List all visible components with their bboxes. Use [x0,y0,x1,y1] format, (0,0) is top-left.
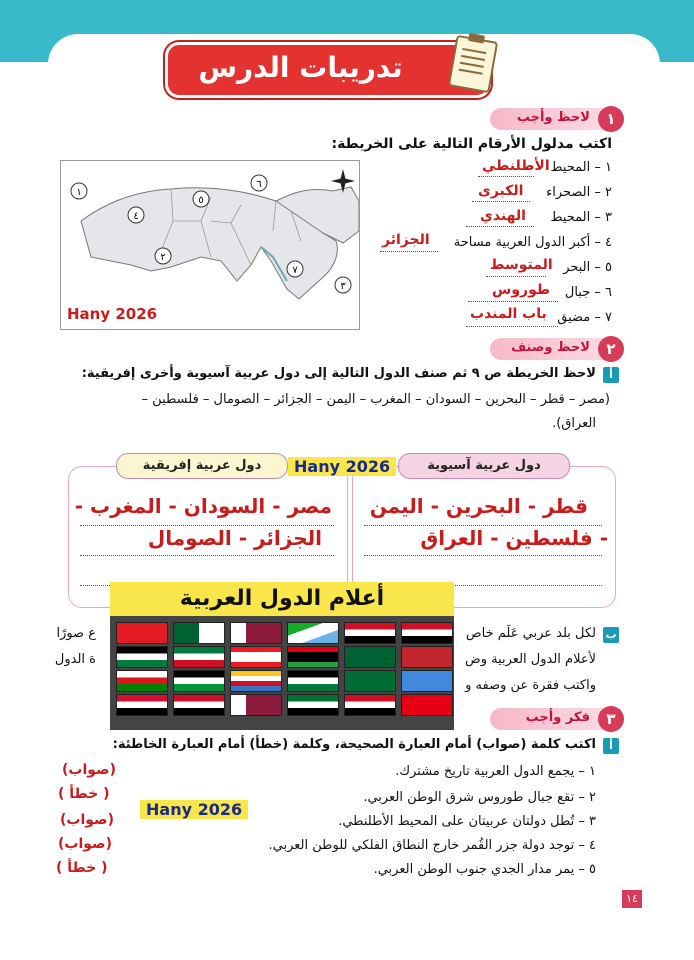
s1-item-1-line [478,176,534,177]
asian-answer-1: قطر - البحرين - اليمن [369,494,588,518]
flag-iraq-icon [401,622,453,644]
african-answer-2: الجزائر - الصومال [147,526,322,550]
flag-tunisia-icon [116,622,168,644]
flag-bahrain-icon [230,694,282,716]
s1-item-5-line [486,276,546,277]
flag-algeria-icon [173,622,225,644]
s1-item-7-answer: باب المندب [470,306,547,322]
flag-somalia-icon [401,670,453,692]
flag-jordan-icon [116,646,168,668]
section3-instruction: اكتب كلمة (صواب) أمام العبارة الصحيحة، وكلمة (خطأ) أمام العبارة الخاطئة: [112,737,596,752]
page-title-banner [165,42,491,98]
s1-item-3-line [466,226,534,227]
flag-syria-icon [173,694,225,716]
s1-item-2-line [472,201,530,202]
svg-text:٣: ٣ [340,281,346,292]
s3-item-1: ١ – يجمع الدول العربية تاريخ مشترك. [395,764,596,779]
section1-instruction: اكتب مدلول الأرقام التالية على الخريطة: [331,136,612,152]
s1-item-3-answer: الهندي [480,208,526,224]
s1-item-1-answer: الأطلنطي [482,158,550,174]
svg-text:٦: ٦ [256,179,262,190]
flag-palestine-icon [173,670,225,692]
s3-item-4: ٤ – توجد دولة جزر القُمر خارج النطاق الفلكي للوطن العربي. [268,838,596,853]
s1-item-5-prompt: ٥ – البحر [563,260,612,275]
map-watermark: Hany 2026 [67,305,158,323]
s1-item-6-line [468,301,558,302]
section2-b-line2-end: ة الدول [54,652,96,667]
s3-item-3-answer: (صواب) [60,812,114,828]
map-svg [61,161,359,329]
african-answer-1: مصر - السودان - المغرب - [74,494,332,518]
arab-world-map [60,160,360,330]
flag-egypt-icon [344,622,396,644]
section2-countries-line1: (مصر – قطر – البحرين – السودان – المغرب – اليمن – الجزائر – الصومال – فلسطين – [141,392,610,407]
s3-item-5-answer: ( خطأ ) [56,860,108,876]
section2-b-line2: لأعلام الدول العربية وض [464,652,596,667]
section3-label: فكر وأجب [525,710,590,725]
s1-item-3-prompt: ٣ – المحيط [550,210,612,225]
page-title: تدريبات الدرس [198,51,403,84]
arab-flags-image [110,582,454,730]
svg-text:١: ١ [76,187,82,198]
section2-label: لاحظ وصنف [511,340,590,355]
flag-morocco-icon [401,646,453,668]
classify-watermark: Hany 2026 [288,457,396,476]
s3-item-2-answer: ( خطأ ) [58,786,110,802]
section3-header [490,708,620,730]
s1-item-2-answer: الكبرى [478,183,524,199]
s1-item-7-line [466,326,558,327]
section2-b-line1: لكل بلد عربي عَلَم خاص [465,626,596,641]
flag-yemen-icon [344,694,396,716]
section3-number: ٣ [598,706,624,732]
section3-watermark: Hany 2026 [140,800,248,819]
s1-item-6-answer: طوروس [492,282,551,298]
section1-number: ١ [598,106,624,132]
section2-b-marker: ب [603,627,619,643]
s1-item-7-prompt: ٧ – مضيق [557,310,612,325]
svg-text:٤: ٤ [133,211,139,222]
page-number: ١٤ [622,890,642,908]
section1-header [490,108,620,130]
svg-text:٢: ٢ [160,252,166,263]
flag-mauritania-icon [344,646,396,668]
flag-lebanon-icon [230,646,282,668]
s1-item-4-answer: الجزائر [382,232,430,248]
section2-countries-line2: العراق). [552,416,596,431]
flag-qatar-icon [230,622,282,644]
flag-kuwait-icon [173,646,225,668]
african-label: دول عربية إفريقية [116,453,288,479]
asian-line-2 [364,555,602,556]
s1-item-1-prompt: ١ – المحيط [550,160,612,175]
s1-item-2-prompt: ٢ – الصحراء [546,185,612,200]
flag-djibouti-icon [287,622,339,644]
flags-title: أعلام الدول العربية [110,582,454,616]
s3-item-4-answer: (صواب) [58,836,112,852]
s3-item-1-answer: (صواب) [62,762,116,778]
section2-header [490,338,620,360]
section2-b-line3: واكتب فقرة عن وصفه و [465,678,596,693]
section3-a-marker: أ [603,738,619,754]
asian-answer-2: - فلسطين - العراق [420,526,608,550]
section2-number: ٢ [598,336,624,362]
s3-item-3: ٣ – تُطل دولتان عربيتان على المحيط الأطلنطي. [338,814,596,829]
svg-text:٧: ٧ [292,265,298,276]
flag-saudi-icon [344,670,396,692]
s1-item-6-prompt: ٦ – جبال [564,285,612,300]
clipboard-pencil-icon [448,35,498,94]
flag-sahrawi-icon [287,670,339,692]
flag-oman-icon [116,670,168,692]
flag-sudan-icon [116,694,168,716]
flag-libya-icon [287,646,339,668]
african-line-2 [80,555,334,556]
flag-tunisia-2-icon [401,694,453,716]
section2-a-marker: أ [603,367,619,383]
section2-b-line1-end: ع صورًا [56,626,96,641]
section2-instruction: لاحظ الخريطة ص ٩ ثم صنف الدول التالية إلى دول عربية آسيوية وأخرى إفريقية: [81,366,596,381]
svg-text:٥: ٥ [198,195,204,206]
s3-item-5: ٥ – يمر مدار الجدي جنوب الوطن العربي. [373,862,596,877]
s3-item-2: ٢ – تقع جبال طوروس شرق الوطن العربي. [363,790,596,805]
flag-comoros-icon [230,670,282,692]
s1-item-4-prompt: ٤ – أكبر الدول العربية مساحة [453,235,612,250]
asian-label: دول عربية آسيوية [398,453,570,479]
s1-item-5-answer: المتوسط [490,257,553,273]
section1-label: لاحظ وأجب [516,110,590,125]
s1-item-4-line [380,251,438,252]
flag-uae-icon [287,694,339,716]
